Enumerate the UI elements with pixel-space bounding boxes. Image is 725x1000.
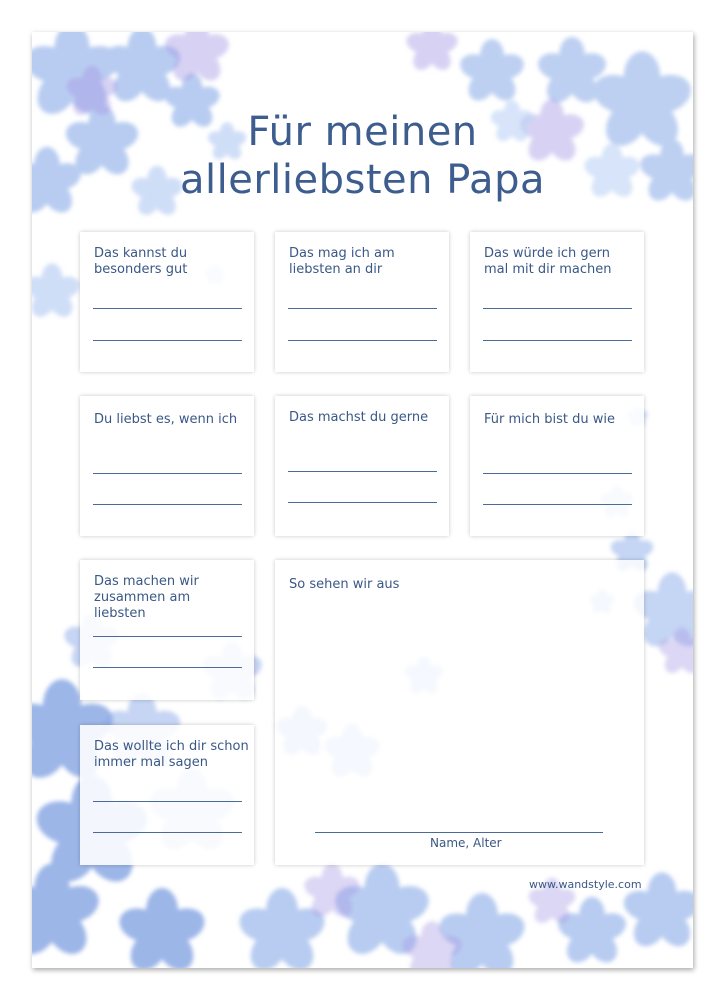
write-line[interactable] — [93, 504, 242, 505]
write-line[interactable] — [483, 308, 632, 309]
write-line[interactable] — [93, 308, 242, 309]
photo-box[interactable] — [275, 560, 644, 865]
footer-url: www.wandstyle.com — [529, 878, 642, 891]
prompt-card-1 — [80, 232, 254, 372]
write-line[interactable] — [483, 473, 632, 474]
page-title-line-2: allerliebsten Papa — [180, 157, 545, 203]
write-line[interactable] — [93, 832, 242, 833]
write-line[interactable] — [288, 471, 437, 472]
worksheet-page — [32, 32, 693, 968]
write-line[interactable] — [93, 340, 242, 341]
write-line[interactable] — [288, 340, 437, 341]
prompt-card-6 — [470, 396, 644, 536]
page-title-line-1: Für meinen — [247, 109, 478, 155]
name-age-caption: Name, Alter — [430, 836, 502, 850]
prompt-card-label: Das machst du gerne — [289, 410, 429, 425]
prompt-card-8 — [80, 725, 254, 865]
prompt-card-5 — [275, 396, 449, 536]
prompt-card-3 — [470, 232, 644, 372]
prompt-card-label: Das kannst du besonders gut — [94, 246, 188, 277]
prompt-card-label: Für mich bist du wie — [484, 412, 616, 427]
write-line[interactable] — [93, 473, 242, 474]
write-line[interactable] — [93, 801, 242, 802]
prompt-card-label: Du liebst es, wenn ich — [94, 412, 238, 427]
write-line[interactable] — [288, 502, 437, 503]
write-line[interactable] — [483, 340, 632, 341]
prompt-card-2 — [275, 232, 449, 372]
prompt-card-7 — [80, 560, 254, 700]
write-line[interactable] — [483, 504, 632, 505]
write-line[interactable] — [93, 667, 242, 668]
prompt-card-label: Das würde ich gern mal mit dir machen — [484, 246, 612, 277]
prompt-card-label: Das mag ich am liebsten an dir — [289, 246, 395, 277]
write-line[interactable] — [288, 308, 437, 309]
write-line[interactable] — [93, 636, 242, 637]
photo-box-label: So sehen wir aus — [289, 577, 400, 592]
name-age-line[interactable] — [315, 832, 603, 833]
prompt-card-4 — [80, 396, 254, 536]
prompt-card-label: Das machen wir zusammen am liebsten — [94, 574, 199, 621]
prompt-card-label: Das wollte ich dir schon immer mal sagen — [94, 739, 249, 770]
